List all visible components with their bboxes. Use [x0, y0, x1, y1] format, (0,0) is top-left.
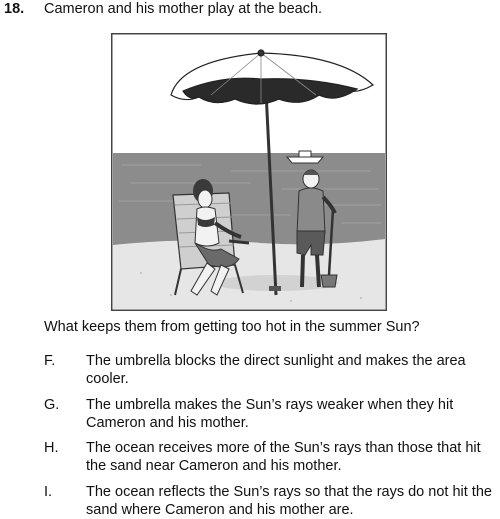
- choice-text: The umbrella blocks the direct sunlight and makes the area cooler.: [86, 353, 466, 387]
- sand: [113, 239, 385, 309]
- shovel-blade: [321, 275, 337, 287]
- question-prompt: What keeps them from getting too hot in the summer Sun?: [44, 319, 420, 335]
- choice-letter: I.: [44, 484, 53, 500]
- choice-text: The ocean receives more of the Sun’s rays than those that hit the sand near Cameron and his mother.: [86, 440, 481, 474]
- choice-letter: F.: [44, 353, 56, 369]
- choice-text: The ocean reflects the Sun’s rays so that the rays do not hit the sand where Cameron and his mother are.: [86, 484, 492, 518]
- ocean: [113, 153, 385, 245]
- question-stem: Cameron and his mother play at the beach.: [44, 1, 323, 17]
- choice-text: The umbrella makes the Sun’s rays weaker when they hit Cameron and his mother.: [86, 397, 454, 431]
- beach-illustration: [111, 33, 387, 311]
- choice-letter: H.: [44, 440, 59, 456]
- choice-letter: G.: [44, 397, 60, 413]
- question-number: 18.: [4, 1, 25, 17]
